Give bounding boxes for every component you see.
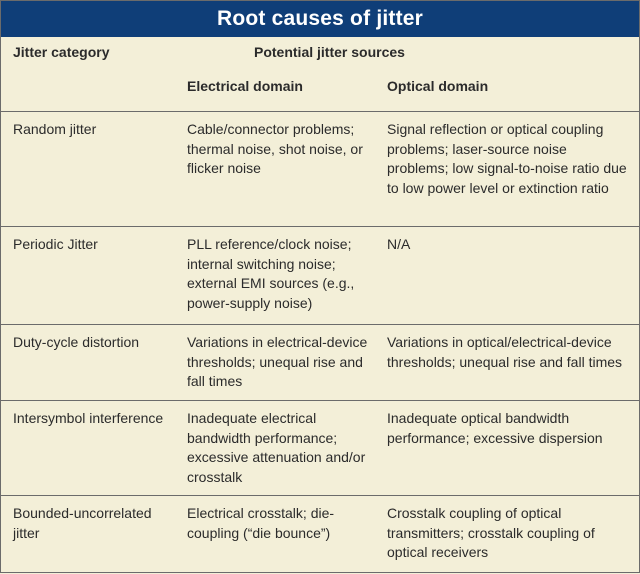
table-title: Root causes of jitter xyxy=(216,7,424,30)
header-optical-domain: Optical domain xyxy=(387,78,489,94)
table-row xyxy=(1,401,639,496)
cell-optical: Signal reflection or optical coupling problems; laser-source noise problems; low signal-to-noise ratio due to low power level or extinction ratio xyxy=(387,121,627,196)
cell-electrical: Variations in electrical-device thresholds; unequal rise and fall times xyxy=(187,334,368,389)
cell-optical: Variations in optical/electrical-device thresholds; unequal rise and fall times xyxy=(387,334,623,370)
cell-electrical: Electrical crosstalk; die-coupling (“die bounce”) xyxy=(187,505,335,541)
title-bar xyxy=(1,1,639,37)
cell-category: Random jitter xyxy=(13,121,97,137)
cell-category: Periodic Jitter xyxy=(13,236,98,252)
header-jitter-category: Jitter category xyxy=(13,44,110,60)
table-row xyxy=(1,112,639,227)
cell-category: Duty-cycle distortion xyxy=(13,334,140,350)
table-row xyxy=(1,325,639,401)
table-row xyxy=(1,227,639,325)
header-potential-sources: Potential jitter sources xyxy=(254,44,405,60)
cell-electrical: PLL reference/clock noise; internal switching noise; external EMI sources (e.g., power-supply noise) xyxy=(187,236,355,311)
cell-electrical: Cable/connector problems; thermal noise, shot noise, or flicker noise xyxy=(187,121,363,176)
table-header xyxy=(1,37,639,112)
cell-category: Bounded-uncorrelated jitter xyxy=(13,505,152,541)
cell-optical: N/A xyxy=(387,236,411,252)
cell-electrical: Inadequate electrical bandwidth performance; excessive attenuation and/or crosstalk xyxy=(187,410,366,485)
cell-optical: Crosstalk coupling of optical transmitters; crosstalk coupling of optical receivers xyxy=(387,505,595,560)
cell-category: Intersymbol interference xyxy=(13,410,164,426)
table-row xyxy=(1,496,639,574)
cell-optical: Inadequate optical bandwidth performance; excessive dispersion xyxy=(387,410,603,446)
header-electrical-domain: Electrical domain xyxy=(187,78,303,94)
